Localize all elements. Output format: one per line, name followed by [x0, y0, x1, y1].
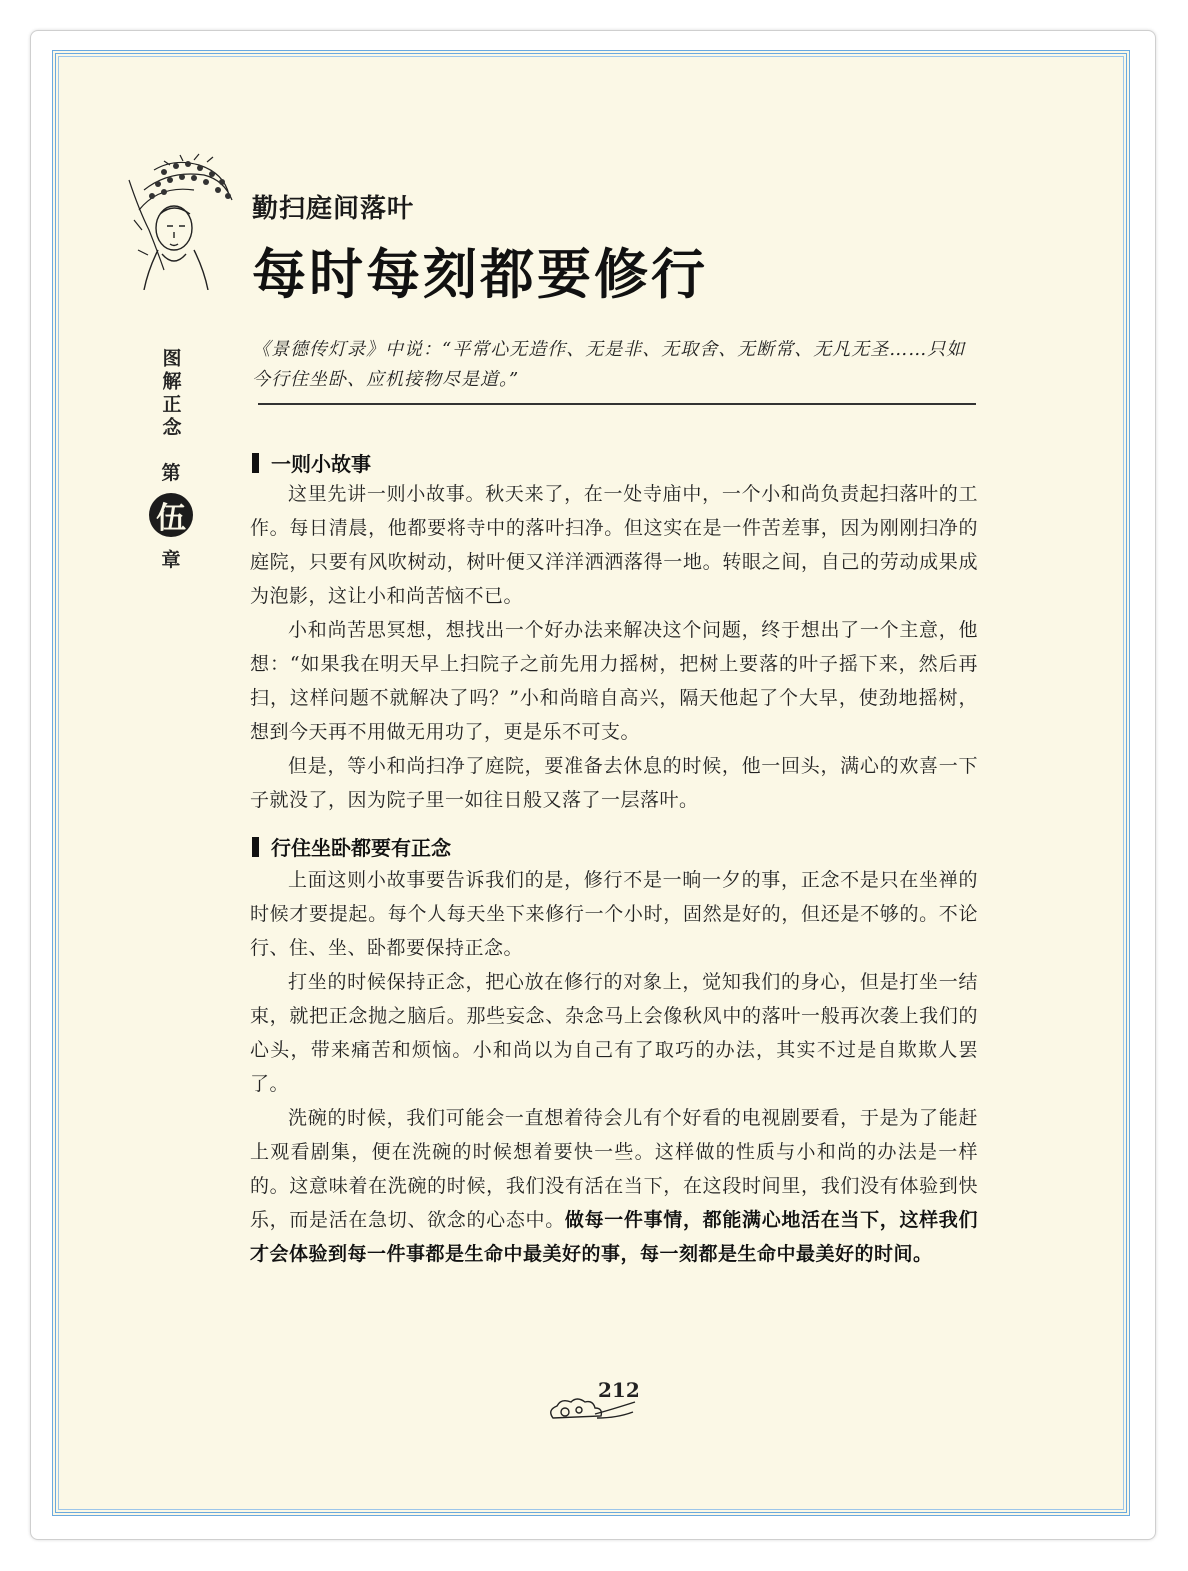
heading-bar-icon: [252, 837, 259, 857]
section-heading: [252, 832, 451, 861]
heading-bar-icon: [252, 453, 259, 473]
chapter-suffix: 章: [161, 549, 181, 571]
epigraph-quote: 《景德传灯录》中说：“平常心无造作、无是非、无取舍、无断常、无凡无圣……只如今行住坐卧、应机接物尽是道。”: [252, 339, 966, 390]
chapter-prefix: 第: [161, 462, 181, 484]
emphasis-text: 做每一件事情，都能满心地活在当下，这样我们才会体验到每一件事都是生命中最美好的事，每一刻都是生命中最美好的时间。: [250, 1209, 978, 1265]
paragraph: 上面这则小故事要告诉我们的是，修行不是一晌一夕的事，正念不是只在坐禅的时候才要提起。每个人每天坐下来修行一个小时，固然是好的，但还是不够的。不论行、住、坐、卧都要保持正念。: [250, 869, 978, 959]
section-heading-text: 行住坐卧都要有正念: [271, 836, 451, 860]
book-title-vertical: 图解正念: [159, 348, 182, 440]
paragraph: 但是，等小和尚扫净了庭院，要准备去休息的时候，他一回头，满心的欢喜一下子就没了，因为院子里一如往日般又落了一层落叶。: [250, 755, 978, 811]
page-title: 每时每刻都要修行: [252, 242, 708, 306]
paragraph-text: 洗碗的时候，我们可能会一直想着待会儿有个好看的电视剧要看，于是为了能赶上观看剧集，便在洗碗的时候想着要快一些。这样做的性质与小和尚的办法是一样的。这意味着在洗碗的时候，我们没有活在当下，在这段时间里，我们没有体验到快乐，而是活在急切、欲念的心态中。: [250, 1107, 978, 1231]
portrait-illustration: [124, 150, 239, 290]
paragraph: 打坐的时候保持正念，把心放在修行的对象上，觉知我们的身心，但是打坐一结束，就把正念抛之脑后。那些妄念、杂念马上会像秋风中的落叶一般再次袭上我们的心头，带来痛苦和烦恼。小和尚以为自己有了取巧的办法，其实不过是自欺欺人罢了。: [250, 971, 978, 1095]
paragraph: 这里先讲一则小故事。秋天来了，在一处寺庙中，一个小和尚负责起扫落叶的工作。每日清晨，他都要将寺中的落叶扫净。但这实在是一件苦差事，因为刚刚扫净的庭院，只要有风吹树动，树叶便又洋洋洒洒落得一地。转眼之间，自己的劳动成果成为泡影，这让小和尚苦恼不已。: [250, 483, 978, 607]
section-body: [250, 477, 978, 817]
quote-divider: [258, 403, 976, 405]
page-number: 212: [598, 1378, 640, 1402]
paragraph: 小和尚苦思冥想，想找出一个好办法来解决这个问题，终于想出了一个主意，他想：“如果我在明天早上扫院子之前先用力摇树，把树上要落的叶子摇下来，然后再扫，这样问题不就解决了吗？”小和尚暗自高兴，隔天他起了个大早，使劲地摇树，想到今天再不用做无用功了，更是乐不可支。: [250, 619, 978, 743]
chapter-number-badge: 伍: [149, 493, 193, 537]
paragraph: [250, 1101, 978, 1271]
section-heading-text: 一则小故事: [271, 452, 371, 476]
chapter-kicker: 勤扫庭间落叶: [252, 194, 415, 224]
chapter-side-label: [152, 348, 190, 572]
section-body: [250, 863, 978, 1271]
cloud-ornament-icon: [545, 1396, 640, 1426]
section-heading: [252, 448, 371, 477]
